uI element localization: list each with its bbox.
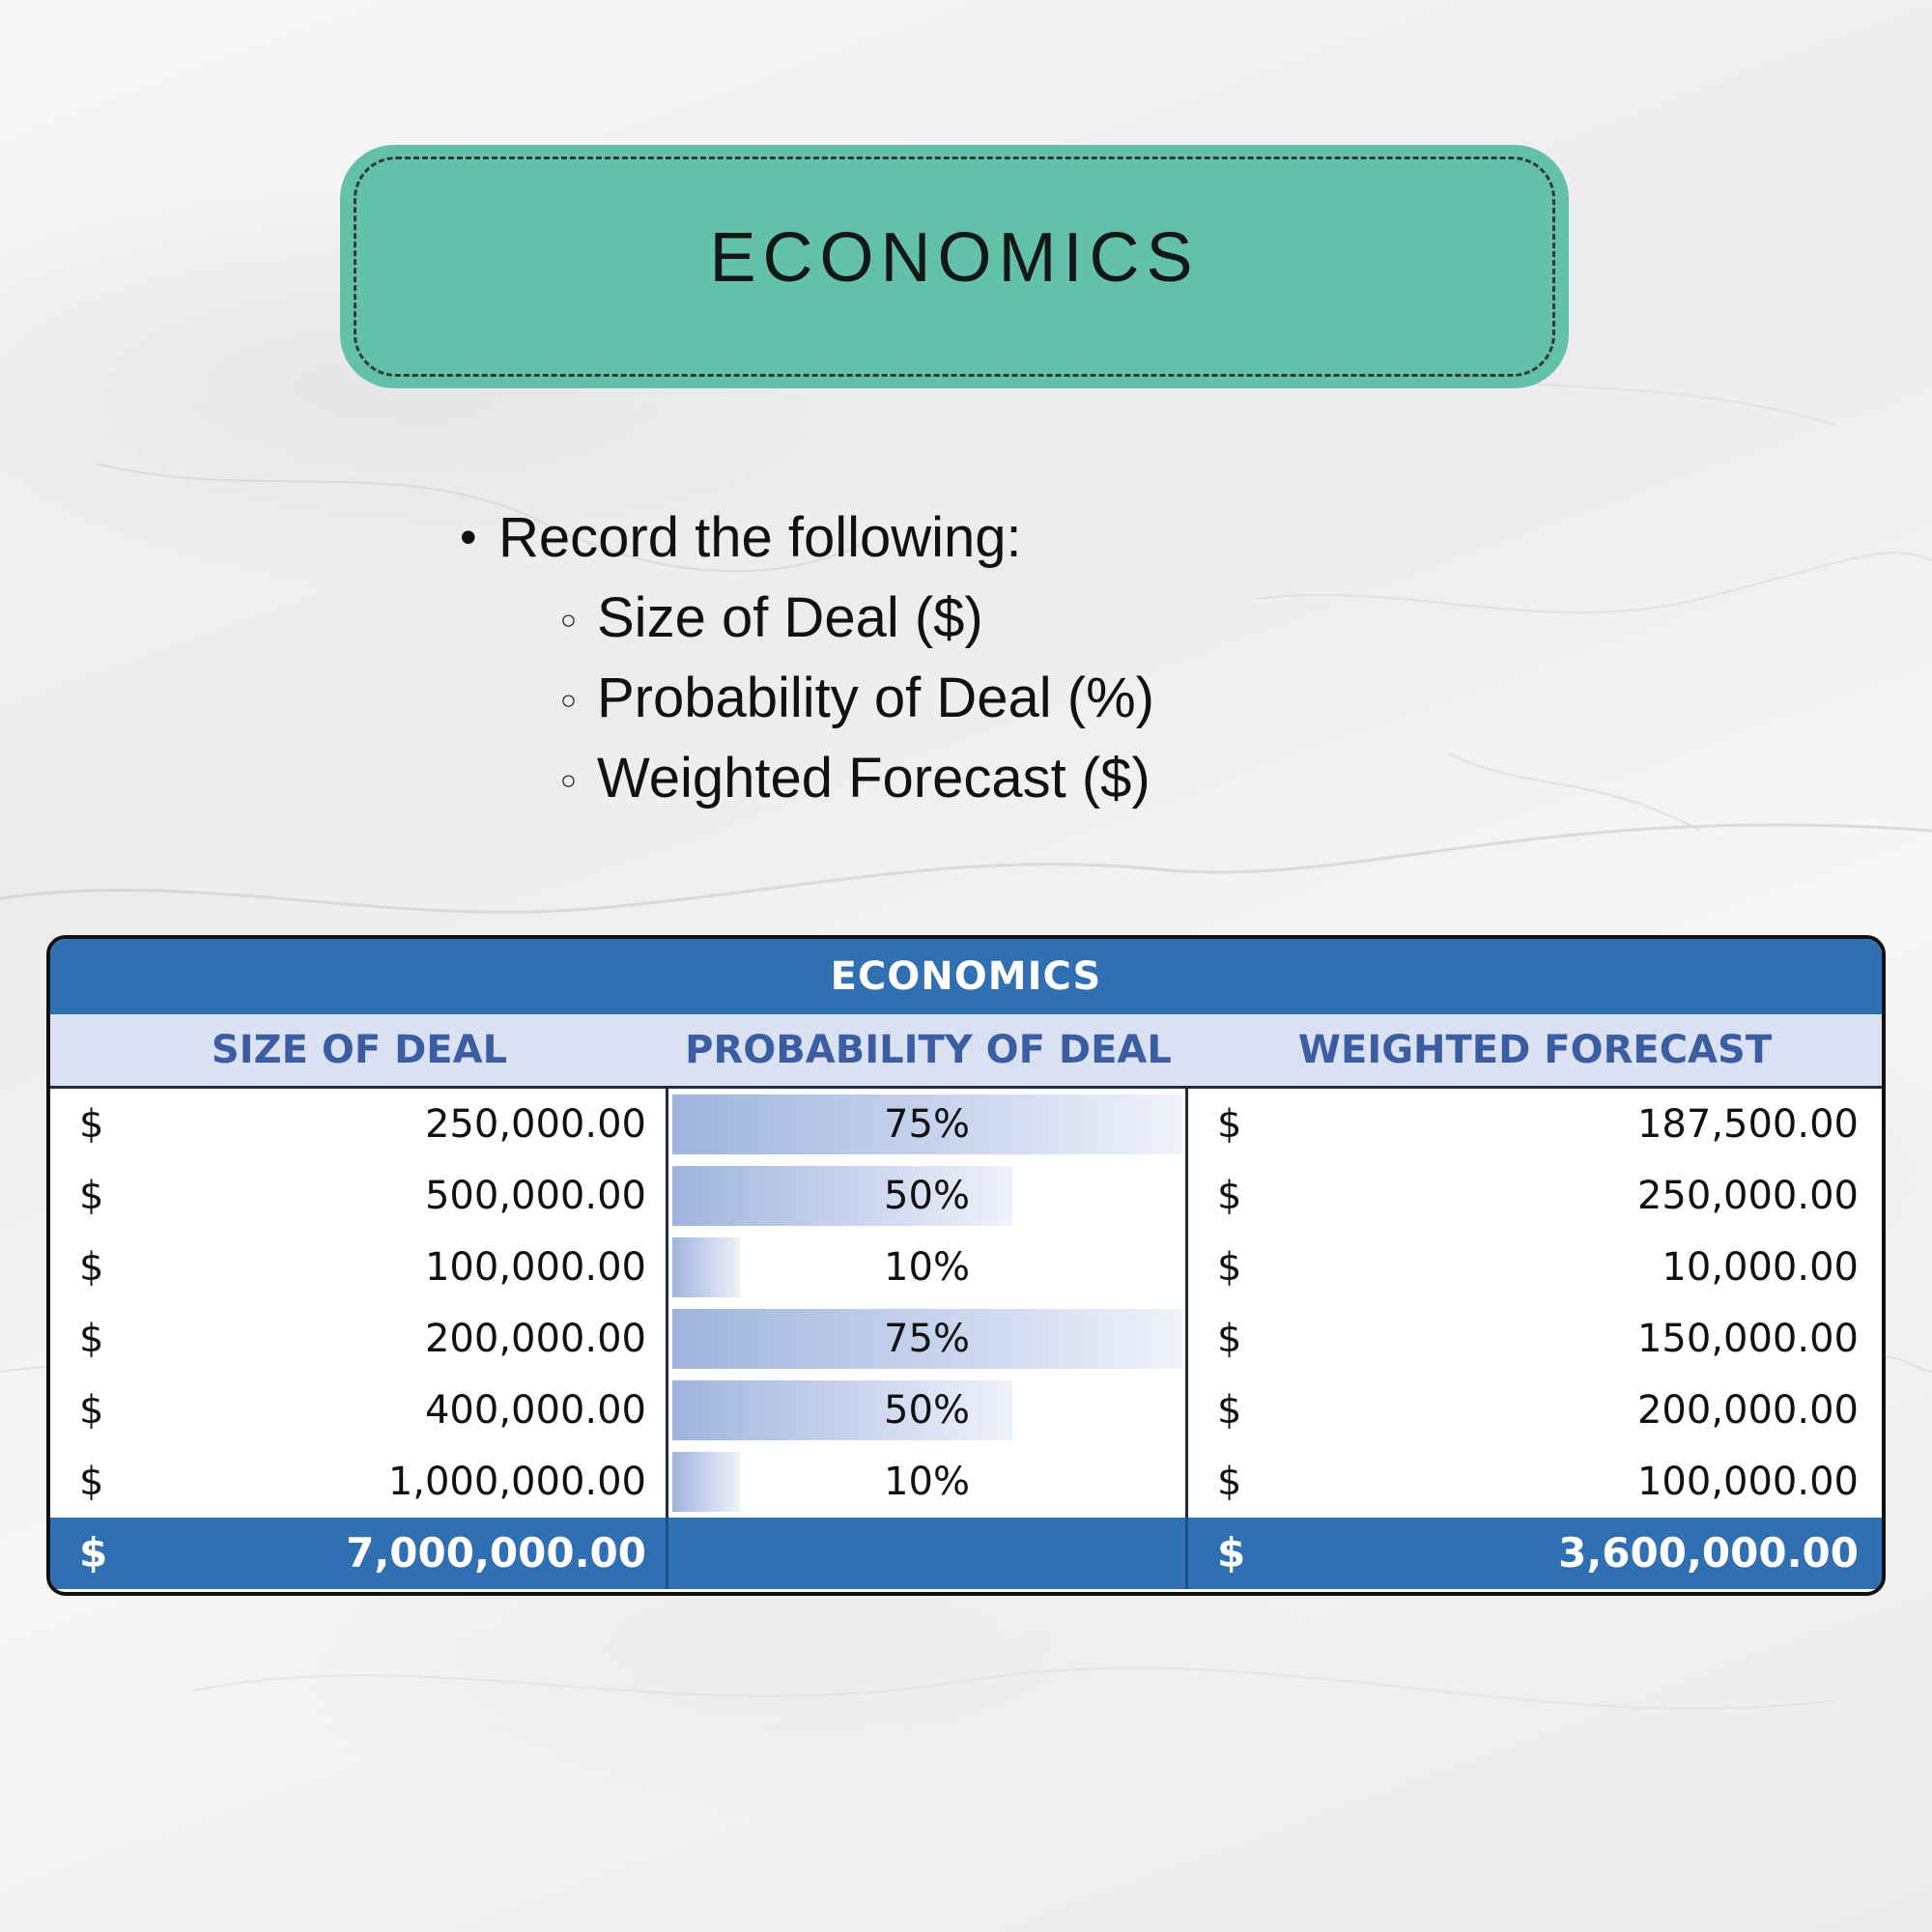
currency-symbol: $ [1217, 1317, 1242, 1361]
economics-table [46, 935, 1886, 1596]
currency-symbol: $ [1217, 1102, 1242, 1147]
page-title: ECONOMICS [709, 219, 1200, 297]
size-cell [50, 1303, 668, 1375]
size-cell [50, 1232, 668, 1303]
currency-symbol: $ [1217, 1245, 1242, 1290]
probability-value: 75% [884, 1102, 970, 1147]
currency-symbol: $ [79, 1529, 108, 1577]
table-title: ECONOMICS [50, 939, 1882, 1014]
probability-cell [668, 1232, 1188, 1303]
currency-symbol: $ [1217, 1460, 1242, 1504]
bullet-intro: • Record the following: [454, 497, 1154, 578]
table-row [50, 1375, 1882, 1446]
forecast-value: 187,500.00 [1636, 1102, 1859, 1147]
table-row [50, 1089, 1882, 1160]
forecast-cell [1188, 1089, 1882, 1160]
size-value: 400,000.00 [424, 1388, 646, 1433]
bullet-item-forecast: ○ Weighted Forecast ($) [454, 738, 1154, 818]
size-cell [50, 1160, 668, 1232]
size-value: 250,000.00 [424, 1102, 646, 1147]
bullet-item-probability: ○ Probability of Deal (%) [454, 658, 1154, 738]
probability-cell [668, 1089, 1188, 1160]
table-row [50, 1446, 1882, 1518]
forecast-cell [1188, 1232, 1882, 1303]
size-value: 200,000.00 [424, 1317, 646, 1361]
table-body [50, 1089, 1882, 1518]
forecast-value: 10,000.00 [1662, 1245, 1859, 1290]
total-size-value: 7,000,000.00 [346, 1529, 646, 1577]
currency-symbol: $ [79, 1102, 104, 1147]
currency-symbol: $ [1217, 1388, 1242, 1433]
probability-value: 75% [884, 1317, 970, 1361]
table-total-row [50, 1518, 1882, 1589]
currency-symbol: $ [1217, 1174, 1242, 1218]
table-column-headers [50, 1014, 1882, 1089]
size-value: 100,000.00 [424, 1245, 646, 1290]
probability-value: 50% [884, 1388, 970, 1433]
forecast-cell [1188, 1160, 1882, 1232]
instruction-list [454, 497, 1154, 818]
forecast-cell [1188, 1446, 1882, 1518]
currency-symbol: $ [79, 1317, 104, 1361]
probability-cell [668, 1375, 1188, 1446]
currency-symbol: $ [1217, 1529, 1246, 1577]
total-size-cell [50, 1518, 668, 1589]
forecast-cell [1188, 1375, 1882, 1446]
title-banner [340, 145, 1569, 388]
currency-symbol: $ [79, 1174, 104, 1218]
size-value: 1,000,000.00 [387, 1460, 646, 1504]
currency-symbol: $ [79, 1388, 104, 1433]
table-row [50, 1303, 1882, 1375]
probability-cell [668, 1303, 1188, 1375]
column-header-size: SIZE OF DEAL [211, 1028, 508, 1072]
total-forecast-value: 3,600,000.00 [1558, 1529, 1859, 1577]
probability-value: 10% [884, 1460, 970, 1504]
forecast-value: 150,000.00 [1636, 1317, 1859, 1361]
size-value: 500,000.00 [424, 1174, 646, 1218]
forecast-value: 100,000.00 [1636, 1460, 1859, 1504]
size-cell [50, 1375, 668, 1446]
column-header-probability: PROBABILITY OF DEAL [685, 1028, 1172, 1072]
size-cell [50, 1089, 668, 1160]
probability-value: 10% [884, 1245, 970, 1290]
size-cell [50, 1446, 668, 1518]
total-probability-cell [668, 1518, 1188, 1589]
forecast-value: 250,000.00 [1636, 1174, 1859, 1218]
forecast-value: 200,000.00 [1636, 1388, 1859, 1433]
forecast-cell [1188, 1303, 1882, 1375]
table-row [50, 1160, 1882, 1232]
probability-value: 50% [884, 1174, 970, 1218]
probability-cell [668, 1160, 1188, 1232]
bullet-item-size: ○ Size of Deal ($) [454, 578, 1154, 658]
currency-symbol: $ [79, 1460, 104, 1504]
probability-cell [668, 1446, 1188, 1518]
total-forecast-cell [1188, 1518, 1882, 1589]
column-header-forecast: WEIGHTED FORECAST [1297, 1028, 1773, 1072]
table-row [50, 1232, 1882, 1303]
currency-symbol: $ [79, 1245, 104, 1290]
